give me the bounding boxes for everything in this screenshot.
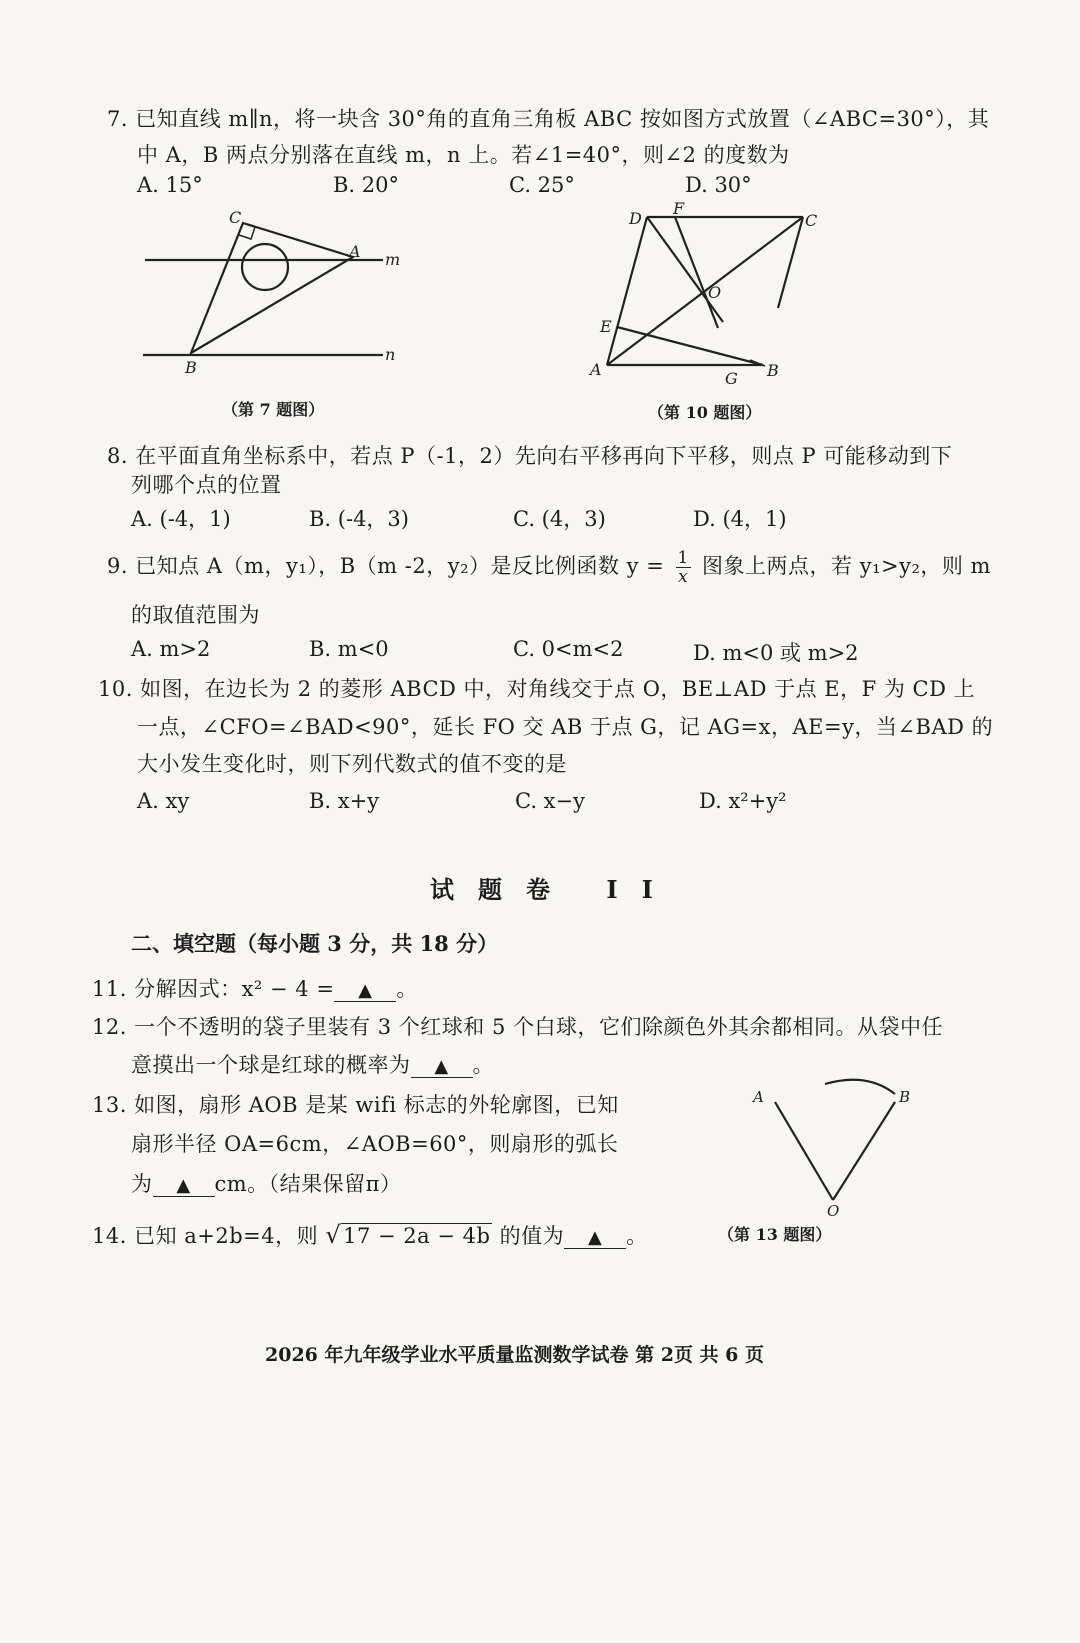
figure-10: [585, 200, 825, 395]
fig10-label-e: E: [600, 317, 612, 336]
side-cb-partial: [778, 217, 803, 308]
q8-option-d: D. (4，1): [693, 507, 787, 531]
side-da: [607, 217, 647, 365]
q9-options: [131, 637, 951, 665]
q12-line2-post: 。: [472, 1053, 494, 1077]
q8-option-c: C. (4，3): [513, 507, 606, 531]
q9-fraction-numerator: 1: [677, 548, 689, 568]
fig13-caption: （第 13 题图）: [718, 1225, 832, 1244]
fig7-label-c: C: [229, 208, 242, 227]
q7-line1: 7. 已知直线 m∥n，将一块含 30°角的直角三角板 ABC 按如图方式放置（∠ABC=30°），其: [107, 107, 990, 131]
q9-line1-post: 图象上两点，若 y₁>y₂，则 m: [702, 554, 991, 578]
fig7-label-m: m: [385, 250, 401, 269]
fig7-caption: （第 7 题图）: [222, 400, 325, 419]
fig10-caption: （第 10 题图）: [648, 403, 762, 422]
q14-pre: 14. 已知 a+2b=4，则: [92, 1224, 319, 1248]
radius-oa: [775, 1102, 833, 1200]
radius-ob: [833, 1102, 895, 1200]
fig10-label-b: B: [767, 361, 779, 380]
q11-line: [92, 973, 418, 1003]
diagonal-ac: [607, 217, 803, 365]
q9-fraction: [676, 549, 691, 586]
q13-line3-pre: 为: [131, 1172, 153, 1196]
arc-ab: [825, 1080, 895, 1094]
q12-answer-blank: ▲: [411, 1056, 473, 1078]
q13-answer-blank: ▲: [153, 1175, 215, 1197]
q10-option-d: D. x²+y²: [699, 789, 787, 813]
fig10-label-g: G: [725, 369, 738, 388]
q13-line1: 13. 如图，扇形 AOB 是某 wifi 标志的外轮廓图，已知: [92, 1093, 619, 1117]
q7-option-b: B. 20°: [333, 173, 400, 197]
fig13-label-a: A: [753, 1088, 764, 1106]
q14-line: [92, 1220, 648, 1250]
line-fo: [675, 217, 718, 328]
q11-post: 。: [396, 977, 418, 1001]
fig10-label-o: O: [708, 283, 722, 302]
q9-line1: [107, 549, 991, 586]
q10-option-b: B. x+y: [309, 789, 380, 813]
q10-option-a: A. xy: [137, 789, 190, 813]
section-title: 试题卷 II: [430, 875, 677, 904]
q13-line2: 扇形半径 OA=6cm，∠AOB=60°，则扇形的弧长: [131, 1132, 619, 1156]
q8-line1: 8. 在平面直角坐标系中，若点 P（-1，2）先向右平移再向下平移，则点 P 可能移动到下: [107, 444, 953, 468]
fig10-label-a: A: [590, 360, 602, 379]
figure-7: [135, 205, 415, 385]
q8-options: [131, 503, 931, 531]
fig7-label-a: A: [349, 242, 361, 261]
q12-line1: 12. 一个不透明的袋子里装有 3 个红球和 5 个白球，它们除颜色外其余都相同。从袋中任: [92, 1015, 943, 1039]
sqrt-sign: √: [325, 1221, 342, 1249]
q9-option-a: A. m>2: [131, 637, 211, 661]
line-be: [617, 327, 763, 365]
q10-options: [137, 789, 937, 817]
fig10-label-c: C: [805, 211, 818, 230]
q14-answer-blank: ▲: [564, 1227, 626, 1249]
q9-option-b: B. m<0: [309, 637, 389, 661]
figure-13: [745, 1070, 925, 1220]
q8-option-b: B. (-4，3): [309, 507, 409, 531]
fig7-label-n: n: [385, 345, 396, 364]
q10-line2: 一点，∠CFO=∠BAD<90°，延长 FO 交 AB 于点 G，记 AG=x，AE=y，当∠BAD 的: [137, 715, 994, 739]
q9-line1-pre: 9. 已知点 A（m，y₁），B（m -2，y₂）是反比例函数 y =: [107, 554, 665, 578]
q12-line2-pre: 意摸出一个球是红球的概率为: [131, 1053, 411, 1077]
q9-option-d: D. m<0 或 m>2: [693, 641, 859, 665]
q9-fraction-denominator: x: [678, 567, 689, 587]
q11-pre: 11. 分解因式：x² − 4 =: [92, 977, 335, 1001]
q12-line2: [131, 1049, 494, 1079]
triangle-hole: [242, 244, 288, 290]
q7-options: [137, 173, 937, 201]
fig10-label-d: D: [629, 209, 642, 228]
q10-option-c: C. x−y: [515, 789, 585, 813]
page-footer: 2026 年九年级学业水平质量监测数学试卷 第 2页 共 6 页: [265, 1344, 765, 1366]
q11-answer-blank: ▲: [334, 980, 396, 1002]
q13-line3: [131, 1168, 401, 1198]
part2-heading: 二、填空题（每小题 3 分，共 18 分）: [131, 931, 499, 956]
q9-line2: 的取值范围为: [131, 603, 260, 627]
fig13-label-b: B: [899, 1088, 911, 1106]
q9-option-c: C. 0<m<2: [513, 637, 624, 661]
q7-option-a: A. 15°: [137, 173, 203, 197]
fig13-label-o: O: [827, 1202, 840, 1220]
fig10-label-f: F: [673, 200, 685, 218]
q13-line3-post: cm。（结果保留π）: [214, 1172, 402, 1196]
q14-mid: 的值为: [499, 1224, 565, 1248]
q14-radicand: 17 − 2a − 4b: [343, 1224, 491, 1248]
q10-line3: 大小发生变化时，则下列代数式的值不变的是: [137, 752, 567, 776]
q10-line1: 10. 如图，在边长为 2 的菱形 ABCD 中，对角线交于点 O，BE⊥AD 于点 E，F 为 CD 上: [98, 677, 976, 701]
q7-line2: 中 A，B 两点分别落在直线 m，n 上。若∠1=40°，则∠2 的度数为: [137, 143, 790, 167]
q8-option-a: A. (-4，1): [131, 507, 231, 531]
q8-line2: 列哪个点的位置: [131, 473, 282, 497]
q7-option-c: C. 25°: [509, 173, 575, 197]
q14-post: 。: [626, 1224, 648, 1248]
fig7-label-b: B: [185, 358, 197, 377]
q7-option-d: D. 30°: [685, 173, 752, 197]
